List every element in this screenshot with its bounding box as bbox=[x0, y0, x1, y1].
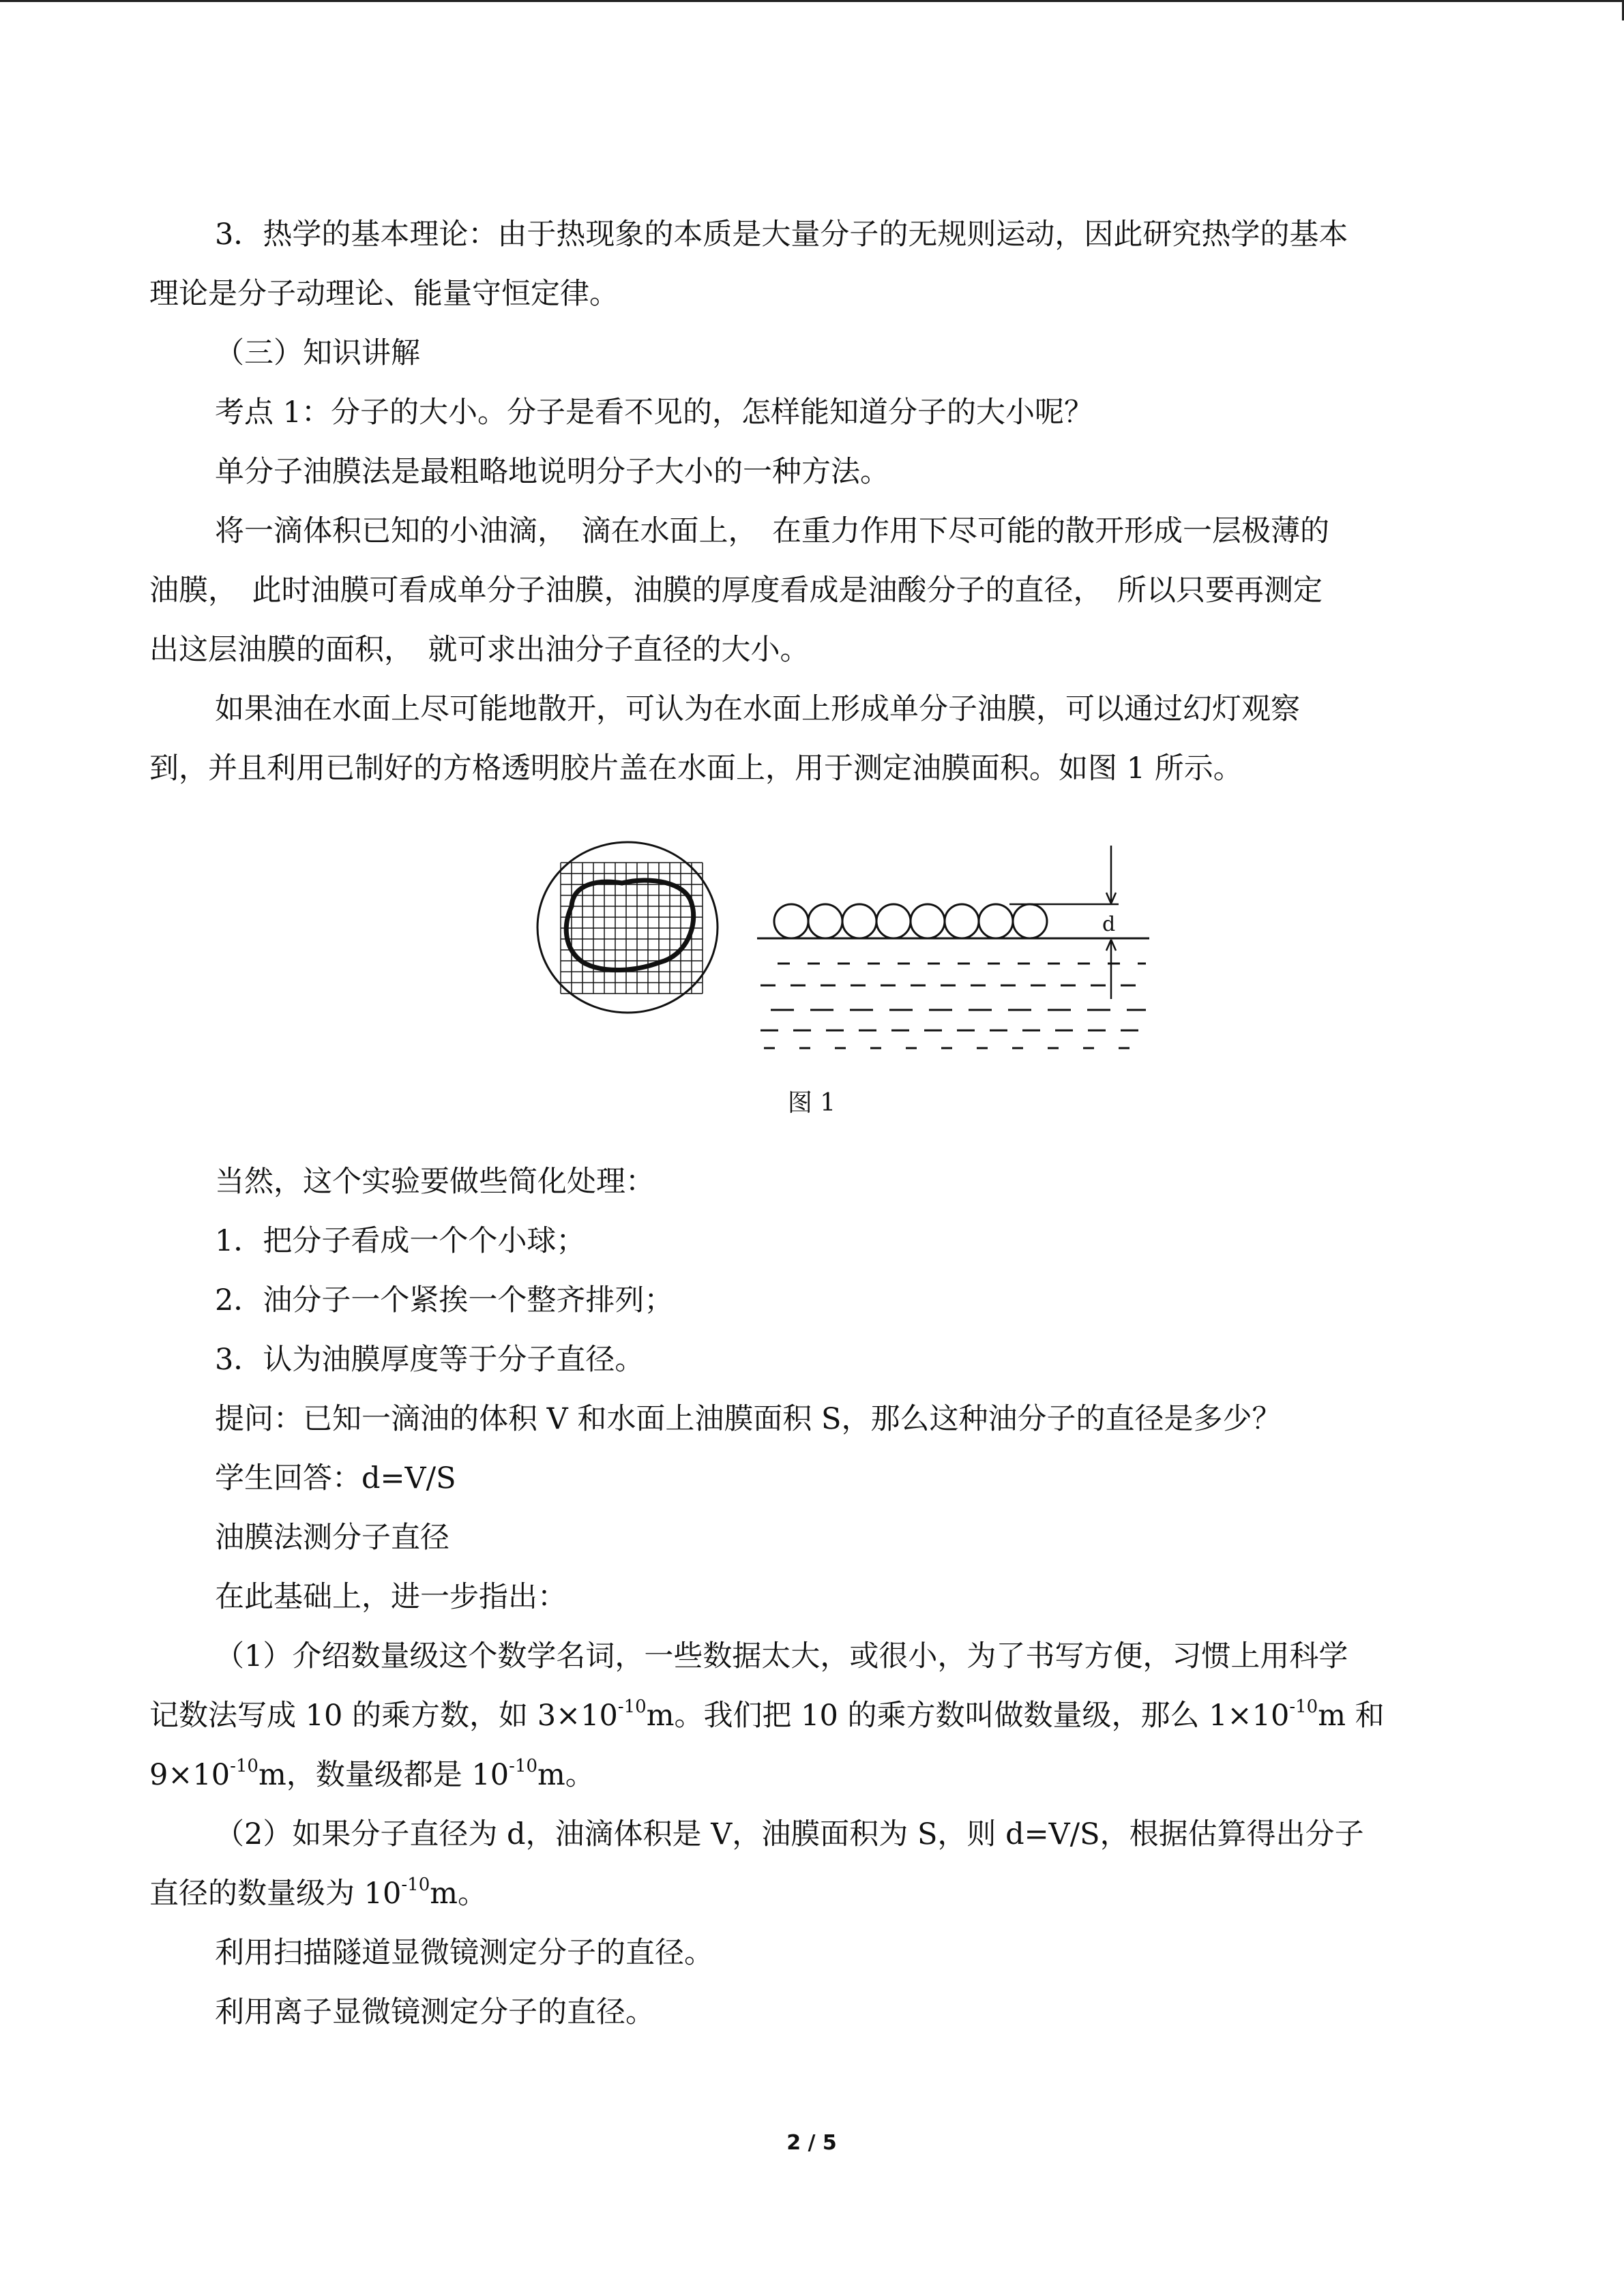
text-segment: m 和 bbox=[1318, 1699, 1385, 1733]
list-item: 3．认为油膜厚度等于分子直径。 bbox=[215, 1343, 645, 1377]
oil-film-figure bbox=[532, 835, 1173, 1060]
exponent: -10 bbox=[401, 1874, 430, 1895]
diameter-label: d bbox=[1102, 912, 1116, 936]
paragraph-line: 油膜法测分子直径 bbox=[215, 1521, 449, 1555]
text-segment: m。我们把 10 的乘方数叫做数量级，那么 1×10 bbox=[646, 1699, 1290, 1733]
text-segment: 直径的数量级为 10 bbox=[149, 1877, 402, 1911]
paragraph-line: 3．热学的基本理论：由于热现象的本质是大量分子的无规则运动，因此研究热学的基本 bbox=[215, 218, 1348, 252]
exponent: -10 bbox=[1289, 1696, 1318, 1717]
paragraph-line: 单分子油膜法是最粗略地说明分子大小的一种方法。 bbox=[215, 455, 889, 489]
page-number: 2 / 5 bbox=[786, 2131, 837, 2155]
paragraph-line: 利用离子显微镜测定分子的直径。 bbox=[215, 1995, 655, 2029]
figure-caption: 图 1 bbox=[787, 1089, 836, 1117]
paragraph-line: 学生回答：d=V/S bbox=[215, 1461, 456, 1495]
text-segment: m，数量级都是 10 bbox=[258, 1758, 510, 1792]
exponent: -10 bbox=[509, 1755, 538, 1776]
oil-film-outline bbox=[566, 880, 693, 970]
paragraph-line: 在此基础上，进一步指出： bbox=[215, 1580, 567, 1614]
paragraph-line: 当然，这个实验要做些简化处理： bbox=[215, 1165, 655, 1199]
paragraph-line: （1）介绍数量级这个数学名词，一些数据太大，或很小，为了书写方便，习惯上用科学 bbox=[215, 1639, 1348, 1673]
paragraph-line bbox=[0, 1697, 1624, 1735]
paragraph-line: 出这层油膜的面积， 就可求出油分子直径的大小。 bbox=[149, 633, 810, 667]
oil-molecules bbox=[774, 904, 1047, 938]
text-segment: m。 bbox=[537, 1758, 595, 1792]
paragraph-line bbox=[0, 1875, 1624, 1913]
text-segment: 记数法写成 10 的乘方数，如 3×10 bbox=[149, 1699, 618, 1733]
paragraph-line: 油膜， 此时油膜可看成单分子油膜，油膜的厚度看成是油酸分子的直径， 所以只要再测定 bbox=[149, 573, 1323, 608]
paragraph-line: 考点 1：分子的大小。分子是看不见的，怎样能知道分子的大小呢？ bbox=[215, 396, 1094, 430]
paragraph-line: 理论是分子动理论、能量守恒定律。 bbox=[149, 277, 619, 311]
section-heading: （三）知识讲解 bbox=[215, 336, 420, 370]
paragraph-line: 将一滴体积已知的小油滴， 滴在水面上， 在重力作用下尽可能的散开形成一层极薄的 bbox=[215, 514, 1329, 548]
list-item: 2．油分子一个紧挨一个整齐排列； bbox=[215, 1283, 674, 1317]
paragraph-line: 如果油在水面上尽可能地散开，可认为在水面上形成单分子油膜，可以通过幻灯观察 bbox=[215, 692, 1300, 726]
page-top-border bbox=[0, 0, 1624, 2]
exponent: -10 bbox=[230, 1755, 259, 1776]
paragraph-line: 利用扫描隧道显微镜测定分子的直径。 bbox=[215, 1936, 713, 1970]
paragraph-line bbox=[0, 1756, 1624, 1794]
paragraph-line: 到，并且利用已制好的方格透明胶片盖在水面上，用于测定油膜面积。如图 1 所示。 bbox=[149, 751, 1243, 786]
water-dashes bbox=[761, 964, 1146, 1048]
text-segment: m。 bbox=[430, 1877, 488, 1911]
paragraph-line: （2）如果分子直径为 d，油滴体积是 V，油膜面积为 S，则 d=V/S，根据估算得出分子 bbox=[215, 1817, 1364, 1851]
text-segment: 9×10 bbox=[149, 1758, 231, 1792]
exponent: -10 bbox=[617, 1696, 647, 1717]
paragraph-line: 提问：已知一滴油的体积 V 和水面上油膜面积 S，那么这种油分子的直径是多少？ bbox=[215, 1402, 1282, 1436]
list-item: 1．把分子看成一个个小球； bbox=[215, 1224, 586, 1258]
